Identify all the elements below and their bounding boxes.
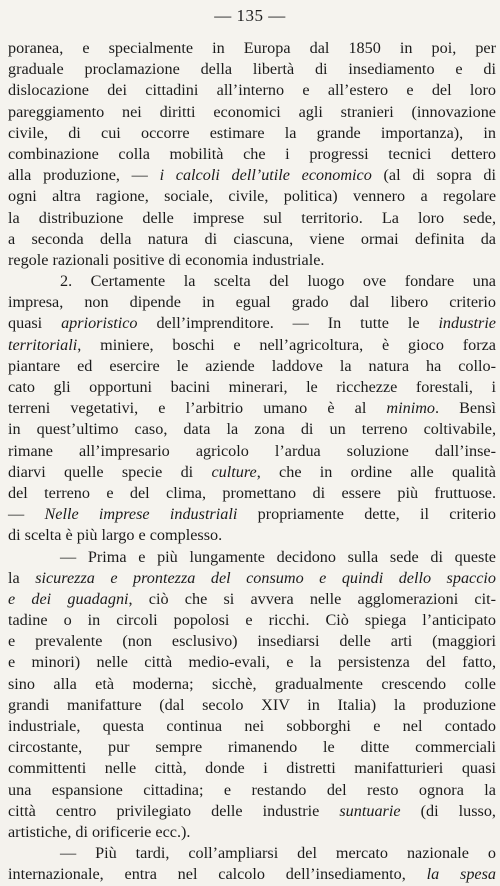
text-line: impresa, non dipende in egual grado dal libero criterio bbox=[8, 293, 496, 312]
text-line: poranea, e specialmente in Europa dal 1850 in poi, per bbox=[8, 39, 496, 57]
text-line: territoriali, miniere, boschi e nell’agricoltura, è gioco forza bbox=[8, 335, 496, 354]
text-line: dislocazione dei cittadini all’interno e all’estero e del loro bbox=[8, 81, 496, 100]
text-line: grandi manifatture (dal secolo XIV in Italia) la produzione bbox=[8, 695, 496, 714]
page-number-header: — 135 — bbox=[214, 6, 286, 25]
text-line: industriale, questa continua nei sobborghi e nel contado bbox=[8, 717, 496, 735]
text-line: pareggiamento nei diritti economici agli stranieri (innovazione bbox=[8, 102, 496, 121]
text-line: sino alla età moderna; sicchè, gradualmente crescendo colle bbox=[8, 674, 496, 693]
text-line: — Prima e più lungamente decidono sulla sede di queste bbox=[60, 547, 496, 566]
text-line: committenti nelle città, donde i distretti manifatturieri quasi bbox=[8, 759, 496, 778]
text-line: internazionale, entra nel calcolo dell’insediamento, la spesa bbox=[8, 865, 496, 884]
text-line: — Più tardi, coll’ampliarsi del mercato nazionale o bbox=[60, 844, 496, 863]
text-line: graduale proclamazione della libertà di insediamento e di bbox=[8, 60, 496, 79]
text-line: a seconda della natura di ciascuna, viene ormai definita da bbox=[8, 229, 496, 248]
text-line: ogni altra ragione, sociale, civile, politica) vennero a regolare bbox=[8, 187, 496, 206]
text-line: diarvi quelle specie di culture, che in ordine alle qualità bbox=[8, 462, 496, 481]
text-line: circostante, pur sempre rimanendo le ditte commerciali bbox=[8, 738, 496, 757]
text-line: una espansione cittadina; e restando del resto ognora la bbox=[8, 780, 496, 799]
text-line: del terreno e del clima, promettano di essere più fruttuose. bbox=[8, 483, 496, 502]
text-line: di scelta è più largo e complesso. bbox=[8, 526, 223, 545]
text-line: e minori) nelle città medio-evali, e la persistenza del fatto, bbox=[8, 653, 496, 672]
text-line: rimane all’impresario agricolo l’ardua soluzione dall’inse- bbox=[8, 441, 496, 460]
text-line: artistiche, di orificerie ecc.). bbox=[8, 822, 191, 841]
body-text bbox=[8, 38, 496, 886]
text-line: piantare ed esercire le aziende laddove la natura ha collo- bbox=[8, 356, 496, 375]
text-line: città centro privilegiato delle industrie suntuarie (di lusso, bbox=[8, 801, 496, 820]
text-line: — Nelle imprese industriali propriamente dette, il criterio bbox=[8, 505, 496, 524]
text-line: alla produzione, — i calcoli dell’utile economico (al di sopra di bbox=[8, 166, 496, 185]
text-line: in quest’ultimo caso, data la zona di un terreno coltivabile, bbox=[8, 420, 496, 439]
text-line: tadine o in circoli popolosi e ricchi. Ciò spiega l’anticipato bbox=[8, 611, 496, 630]
text-line: combinazione colla mobilità che i progressi tecnici dettero bbox=[8, 144, 496, 163]
text-line: la sicurezza e prontezza del consumo e quindi dello spaccio bbox=[8, 568, 497, 587]
text-line: la distribuzione delle imprese sul territorio. La loro sede, bbox=[8, 208, 496, 227]
text-line: 2. Certamente la scelta del luogo ove fondare una bbox=[60, 272, 496, 291]
text-line: e dei guadagni, ciò che si avvera nelle agglomerazioni cit- bbox=[8, 589, 496, 608]
text-line: terreni vegetativi, e l’arbitrio umano è al minimo. Bensì bbox=[8, 399, 496, 418]
text-line: quasi aprioristico dell’imprenditore. — In tutte le industrie bbox=[8, 314, 496, 333]
text-line: cato gli opportuni bacini minerari, le ricchezze forestali, i bbox=[8, 378, 496, 396]
text-line: civile, di cui occorre estimare la grande importanza), in bbox=[8, 123, 496, 142]
text-line: e prevalente (non esclusivo) insediarsi delle arti (maggiori bbox=[8, 632, 496, 651]
text-line: regole razionali positive di economia industriale. bbox=[8, 250, 325, 269]
